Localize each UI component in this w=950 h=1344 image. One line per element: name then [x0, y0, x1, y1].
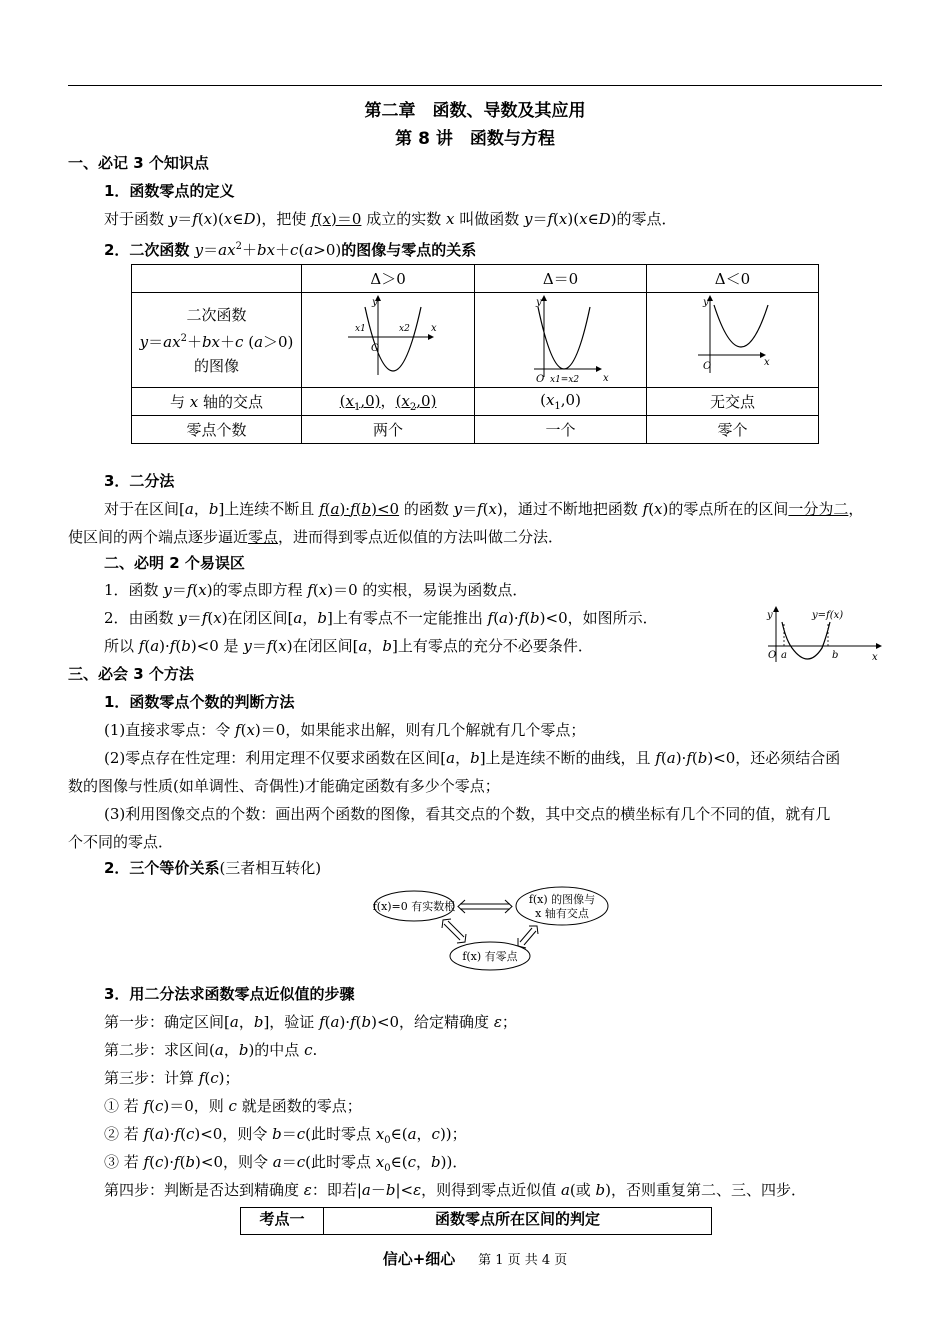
section2-heading: 二、必明 2 个易误区: [104, 554, 245, 572]
table-cell: 两个: [302, 416, 475, 444]
misconception-2: 2．由函数 y＝f(x)在闭区间[a，b]上有零点不一定能推出 f(a)·f(b)<0，如图所示．: [104, 609, 658, 627]
diagram-node-graph: f(x) 的图像与: [528, 893, 596, 906]
method1-item2-b: 数的图像与性质(如单调性、奇偶性)才能确定函数有多少个零点；: [68, 777, 500, 795]
table-cell: 零个: [647, 416, 819, 444]
section3-heading: 三、必会 3 个方法: [68, 665, 194, 683]
misconception-2-conclusion: 所以 f(a)·f(b)<0 是 y＝f(x)在闭区间[a，b]上有零点的充分不必要条件．: [104, 637, 593, 655]
bisection-title: 3．二分法: [104, 472, 175, 490]
svg-text:O: O: [535, 374, 544, 383]
section1-heading: 一、必记 3 个知识点: [68, 154, 209, 172]
method3-title: 3．用二分法求函数零点近似值的步骤: [104, 985, 355, 1003]
chapter-title: 第二章 函数、导数及其应用: [364, 101, 586, 121]
svg-text:y=f(x): y=f(x): [812, 610, 844, 621]
svg-text:x1=x2: x1=x2: [549, 375, 579, 383]
svg-text:x: x: [763, 357, 770, 368]
kaodian-title: 函数零点所在区间的判定: [434, 1210, 600, 1228]
bisection-text-2: 使区间的两个端点逐步逼近零点，进而得到零点近似值的方法叫做二分法．: [68, 528, 564, 546]
zero-definition-title: 1．函数零点的定义: [104, 182, 235, 200]
graph-no-root: [647, 293, 819, 388]
table-row-label: 与 x 轴的交点: [132, 388, 302, 416]
table-row-label: 二次函数 $y=ax^2+bx+c$ (a＞0) 的图像: [132, 293, 302, 388]
diagram-node-graph-2: x 轴有交点: [535, 907, 589, 920]
table-header: Δ＜0: [647, 265, 819, 293]
svg-text:y: y: [535, 297, 542, 308]
counterexample-figure: [752, 604, 882, 664]
step-4: 第四步：判断是否达到精确度 ε：即若|a－b|<ε，则得到零点近似值 a(或 b)，否则重复第二、三、四步．: [104, 1181, 806, 1199]
table-corner: [132, 265, 302, 293]
double-arrow-horizontal: [458, 900, 512, 913]
double-arrow-right: [518, 926, 538, 948]
svg-text:x: x: [431, 323, 437, 334]
svg-text:a: a: [781, 650, 787, 661]
step-3-case-1: ① 若 f(c)＝0，则 c 就是函数的零点；: [104, 1097, 362, 1115]
quadratic-title: 2．二次函数 $y=ax^2+bx+c(a>0)$的图像与零点的关系: [104, 241, 477, 259]
table-cell: 一个: [475, 416, 647, 444]
table-cell: $(x_1,0)$: [475, 388, 647, 416]
bisection-text-1: 对于在区间[a，b]上连续不断且 f(a)·f(b)<0 的函数 y＝f(x)，通过不断地把函数 f(x)的零点所在的区间一分为二，: [104, 500, 864, 518]
diagram-node-zero: f(x) 有零点: [462, 950, 518, 963]
step-3-case-2: ② 若 f(a)·f(c)<0，则令 b＝c(此时零点 $x_0\in(a$，c))；: [104, 1125, 467, 1146]
table-row-label: 零点个数: [132, 416, 302, 444]
method1-item3-a: (3)利用图像交点的个数：画出两个函数的图像，看其交点的个数，其中交点的横坐标有几个不同的值，就有几: [104, 805, 831, 823]
table-cell: 无交点: [647, 388, 819, 416]
graph-one-root: [475, 293, 647, 388]
svg-text:y: y: [702, 297, 709, 308]
page-number: 第 1 页 共 4 页: [478, 1253, 568, 1268]
step-3: 第三步：计算 f(c)；: [104, 1069, 240, 1087]
svg-text:O: O: [768, 650, 777, 661]
quadratic-zero-table: [131, 264, 819, 444]
table-header: Δ＝0: [475, 265, 647, 293]
lecture-title: 第 8 讲 函数与方程: [395, 129, 555, 149]
equivalence-diagram: [372, 882, 612, 972]
table-header: Δ＞0: [302, 265, 475, 293]
svg-text:O: O: [371, 343, 380, 354]
header-rule: [68, 85, 882, 86]
table-cell: $(x_1,0)$，$(x_2,0)$: [302, 388, 475, 416]
method1-item2-a: (2)零点存在性定理：利用定理不仅要求函数在区间[a，b]上是连续不断的曲线，且 f(a)·f(b)<0，还必须结合函: [104, 749, 841, 767]
kaodian-box: [240, 1207, 712, 1235]
svg-text:x2: x2: [399, 324, 410, 334]
diagram-node-root: f(x)=0 有实数根: [372, 900, 456, 913]
zero-definition-text: 对于函数 y＝f(x)(x∈D)，把使 f(x)＝0 成立的实数 x 叫做函数 y＝f(x)(x∈D)的零点．: [104, 210, 677, 228]
footer-motto: 信心+细心: [382, 1250, 456, 1268]
step-2: 第二步：求区间(a，b)的中点 c.: [104, 1041, 318, 1059]
page-footer: [0, 1248, 950, 1269]
svg-text:O: O: [702, 361, 711, 372]
kaodian-label: 考点一: [241, 1208, 324, 1234]
method2-title: 2．三个等价关系(三者相互转化): [104, 859, 322, 877]
svg-text:x: x: [872, 652, 878, 663]
svg-text:x: x: [602, 373, 609, 383]
svg-text:b: b: [832, 650, 839, 661]
svg-text:y: y: [372, 297, 378, 308]
method1-item3-b: 个不同的零点．: [68, 833, 174, 851]
misconception-1: 1．函数 y＝f(x)的零点即方程 f(x)＝0 的实根，易误为函数点．: [104, 581, 528, 599]
method1-title: 1．函数零点个数的判断方法: [104, 693, 295, 711]
graph-two-roots: [302, 293, 475, 388]
step-1: 第一步：确定区间[a，b]，验证 f(a)·f(b)<0，给定精确度 ε；: [104, 1013, 517, 1031]
svg-text:x1: x1: [355, 324, 366, 334]
method1-item1: (1)直接求零点：令 f(x)＝0，如果能求出解，则有几个解就有几个零点；: [104, 721, 586, 739]
double-arrow-left: [442, 919, 466, 943]
step-3-case-3: ③ 若 f(c)·f(b)<0，则令 a＝c(此时零点 $x_0\in(c$，b))．: [104, 1153, 468, 1174]
svg-text:y: y: [767, 610, 773, 621]
